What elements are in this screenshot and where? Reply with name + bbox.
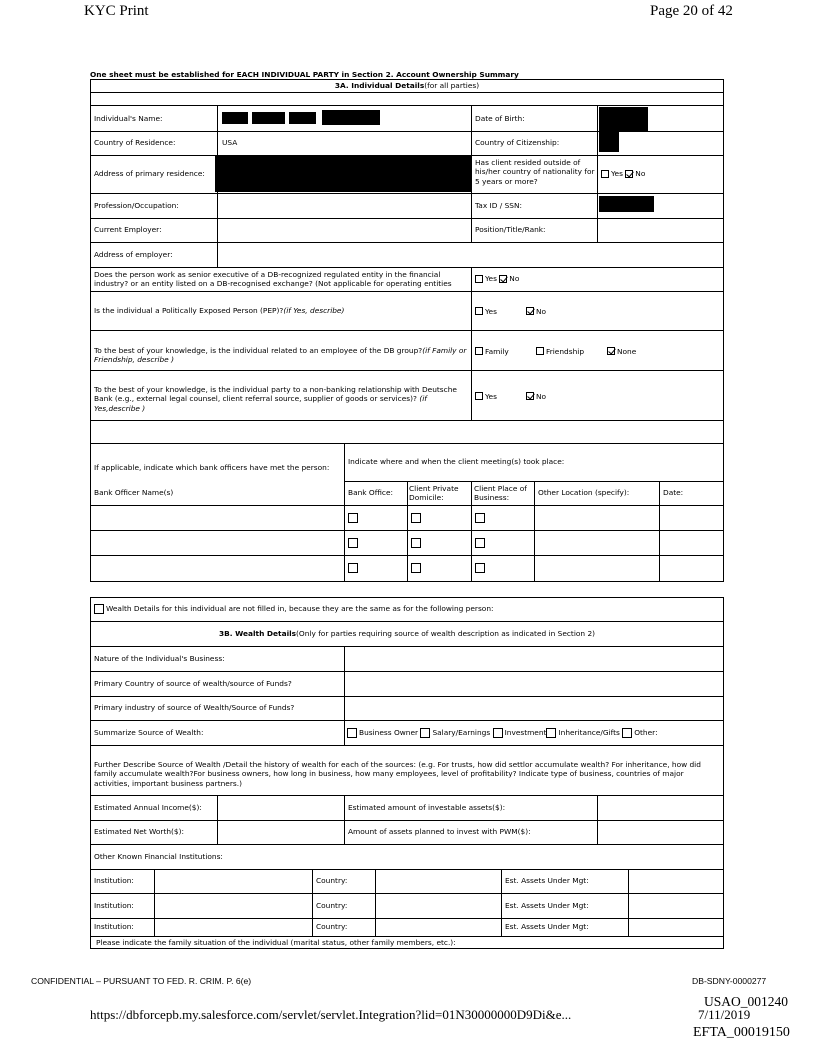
- wealth-same-as-row: Wealth Details for this individual are not filled in, because they are the same as for the following person:: [94, 597, 494, 621]
- meeting-row-3-domicile-checkbox[interactable]: [411, 563, 421, 573]
- bates-number: DB-SDNY-0000277: [692, 976, 767, 986]
- nature-of-business-label: Nature of the Individual's Business:: [94, 653, 225, 663]
- date-of-birth-label: Date of Birth:: [475, 113, 525, 123]
- further-describe-sow: Further Describe Source of Wealth /Detail the history of wealth for each of the sources: (e.g. For trusts, how did settlor accumulate wealth? For inheritance, how did family accumulate wealth?For business owners, how long in business, how many employees, level of profitability? Indicate type of business, countries of major activities, important business partners.): [94, 760, 701, 788]
- date-of-birth-redacted: [599, 107, 648, 131]
- pep-yes-checkbox[interactable]: [475, 307, 483, 315]
- meeting-row-2-bank-office-checkbox[interactable]: [348, 538, 358, 548]
- institution-assets-label: Est. Assets Under Mgt:: [505, 876, 589, 886]
- sow-inheritance-checkbox[interactable]: [546, 728, 556, 738]
- usao-number: USAO_001240: [704, 994, 789, 1009]
- sow-business-owner-checkbox[interactable]: [347, 728, 357, 738]
- tax-id-label: Tax ID / SSN:: [475, 200, 523, 210]
- confidential-notice: CONFIDENTIAL – PURSUANT TO FED. R. CRIM. P. 6(e): [31, 976, 252, 986]
- planned-invest-label: Amount of assets planned to invest with PWM($):: [348, 827, 531, 837]
- country-of-residence-label: Country of Residence:: [94, 138, 176, 148]
- pep-question: Is the individual a Politically Exposed Person (PEP)? (if Yes, describe): [94, 305, 345, 315]
- wealth-same-as-checkbox[interactable]: [94, 604, 104, 614]
- meeting-row-3-bank-office-checkbox[interactable]: [348, 563, 358, 573]
- bank-officers-label: If applicable, indicate which bank officers have met the person:: [94, 463, 330, 473]
- section-notice: One sheet must be established for EACH INDIVIDUAL PARTY in Section 2. Account Ownership Summary: [90, 70, 519, 79]
- meeting-location-label: Indicate where and when the client meeting(s) took place:: [348, 457, 565, 467]
- non-banking-no-checkbox[interactable]: [526, 392, 534, 400]
- print-date: 7/11/2019: [698, 1007, 751, 1022]
- individual-name-label: Individual's Name:: [94, 113, 163, 123]
- profession-label: Profession/Occupation:: [94, 200, 179, 210]
- col-bank-officer-name: Bank Officer Name(s): [94, 488, 174, 498]
- resided-outside-no-checkbox[interactable]: [625, 170, 633, 178]
- senior-executive-question: Does the person work as senior executive of a DB-recognized regulated entity in the financial industry? or an entity listed on a DB-recognised exchange? (Not applicable for operating entities: [94, 270, 452, 289]
- senior-executive-options: Yes No: [475, 267, 519, 291]
- institution-label: Institution:: [94, 900, 134, 910]
- institution-label: Institution:: [94, 922, 134, 932]
- employer-address-label: Address of employer:: [94, 249, 173, 259]
- meeting-row-3-business-checkbox[interactable]: [475, 563, 485, 573]
- resided-outside-options: Yes No: [601, 155, 645, 193]
- col-date: Date:: [663, 488, 684, 498]
- col-client-domicile: Client Private Domicile:: [409, 484, 459, 503]
- non-banking-question: To the best of your knowledge, is the individual party to a non-banking relationship with Deutsche Bank (e.g., external legal counsel, client referral source, supplier of goods or services)? (if Yes,describe ): [94, 385, 457, 413]
- pep-options: Yes: [475, 307, 497, 316]
- resided-outside-yes-checkbox[interactable]: [601, 170, 609, 178]
- sow-options: Business Owner Salary/Earnings Investment Inheritance/Gifts Other:: [347, 720, 658, 745]
- senior-executive-yes-checkbox[interactable]: [475, 275, 483, 283]
- col-client-business: Client Place of Business:: [474, 484, 527, 503]
- primary-country-label: Primary Country of source of wealth/source of Funds?: [94, 678, 292, 688]
- meeting-row-1-business-checkbox[interactable]: [475, 513, 485, 523]
- efta-number: EFTA_00019150: [693, 1025, 790, 1040]
- pep-no-checkbox[interactable]: [526, 307, 534, 315]
- country-of-residence-value: USA: [222, 138, 238, 148]
- institution-country-label: Country:: [316, 922, 348, 932]
- institution-country-label: Country:: [316, 876, 348, 886]
- citizenship-redacted: [599, 132, 619, 152]
- family-situation-label: Please indicate the family situation of the individual (marital status, other family members, etc.):: [96, 938, 456, 947]
- meeting-row-2-domicile-checkbox[interactable]: [411, 538, 421, 548]
- related-family-checkbox[interactable]: [475, 347, 483, 355]
- meeting-row-2-business-checkbox[interactable]: [475, 538, 485, 548]
- page-header-left: KYC Print: [84, 3, 149, 19]
- country-of-citizenship-label: Country of Citizenship:: [475, 138, 560, 148]
- sow-other-checkbox[interactable]: [622, 728, 632, 738]
- investable-assets-label: Estimated amount of investable assets($):: [348, 802, 506, 812]
- meeting-row-1-domicile-checkbox[interactable]: [411, 513, 421, 523]
- related-none-checkbox[interactable]: [607, 347, 615, 355]
- net-worth-label: Estimated Net Worth($):: [94, 827, 184, 837]
- section-3a-title: 3A. Individual Details (for all parties): [334, 81, 480, 91]
- sow-investment-checkbox[interactable]: [493, 728, 503, 738]
- address-primary-residence-redacted: [215, 155, 472, 192]
- summarize-sow-label: Summarize Source of Wealth:: [94, 727, 204, 737]
- institution-assets-label: Est. Assets Under Mgt:: [505, 900, 589, 910]
- address-primary-residence-label: Address of primary residence:: [94, 169, 205, 179]
- meeting-row-1-bank-office-checkbox[interactable]: [348, 513, 358, 523]
- institution-country-label: Country:: [316, 900, 348, 910]
- institution-assets-label: Est. Assets Under Mgt:: [505, 922, 589, 932]
- print-url: https://dbforcepb.my.salesforce.com/servlet/servlet.Integration?lid=01N30000000D9Di&e...: [90, 1007, 572, 1022]
- position-title-label: Position/Title/Rank:: [475, 225, 546, 235]
- primary-industry-label: Primary industry of source of Wealth/Source of Funds?: [94, 703, 295, 713]
- related-employee-question: To the best of your knowledge, is the individual related to an employee of the DB group?(if Family or Friendship, describe ): [94, 346, 467, 365]
- related-friendship-checkbox[interactable]: [536, 347, 544, 355]
- non-banking-yes-checkbox[interactable]: [475, 392, 483, 400]
- col-bank-office: Bank Office:: [348, 488, 393, 498]
- senior-executive-no-checkbox[interactable]: [499, 275, 507, 283]
- tax-id-redacted: [599, 196, 654, 212]
- col-other-location: Other Location (specify):: [538, 488, 630, 498]
- institution-label: Institution:: [94, 876, 134, 886]
- current-employer-label: Current Employer:: [94, 225, 162, 235]
- resided-outside-question: Has client resided outside of his/her country of nationality for 5 years or more?: [475, 158, 595, 186]
- page-header-right: Page 20 of 42: [650, 3, 733, 19]
- annual-income-label: Estimated Annual Income($):: [94, 802, 202, 812]
- sow-salary-checkbox[interactable]: [420, 728, 430, 738]
- other-fi-label: Other Known Financial Institutions:: [94, 851, 223, 861]
- section-3b-title: 3B. Wealth Details (Only for parties requiring source of wealth description as indicated in Section 2): [218, 628, 596, 638]
